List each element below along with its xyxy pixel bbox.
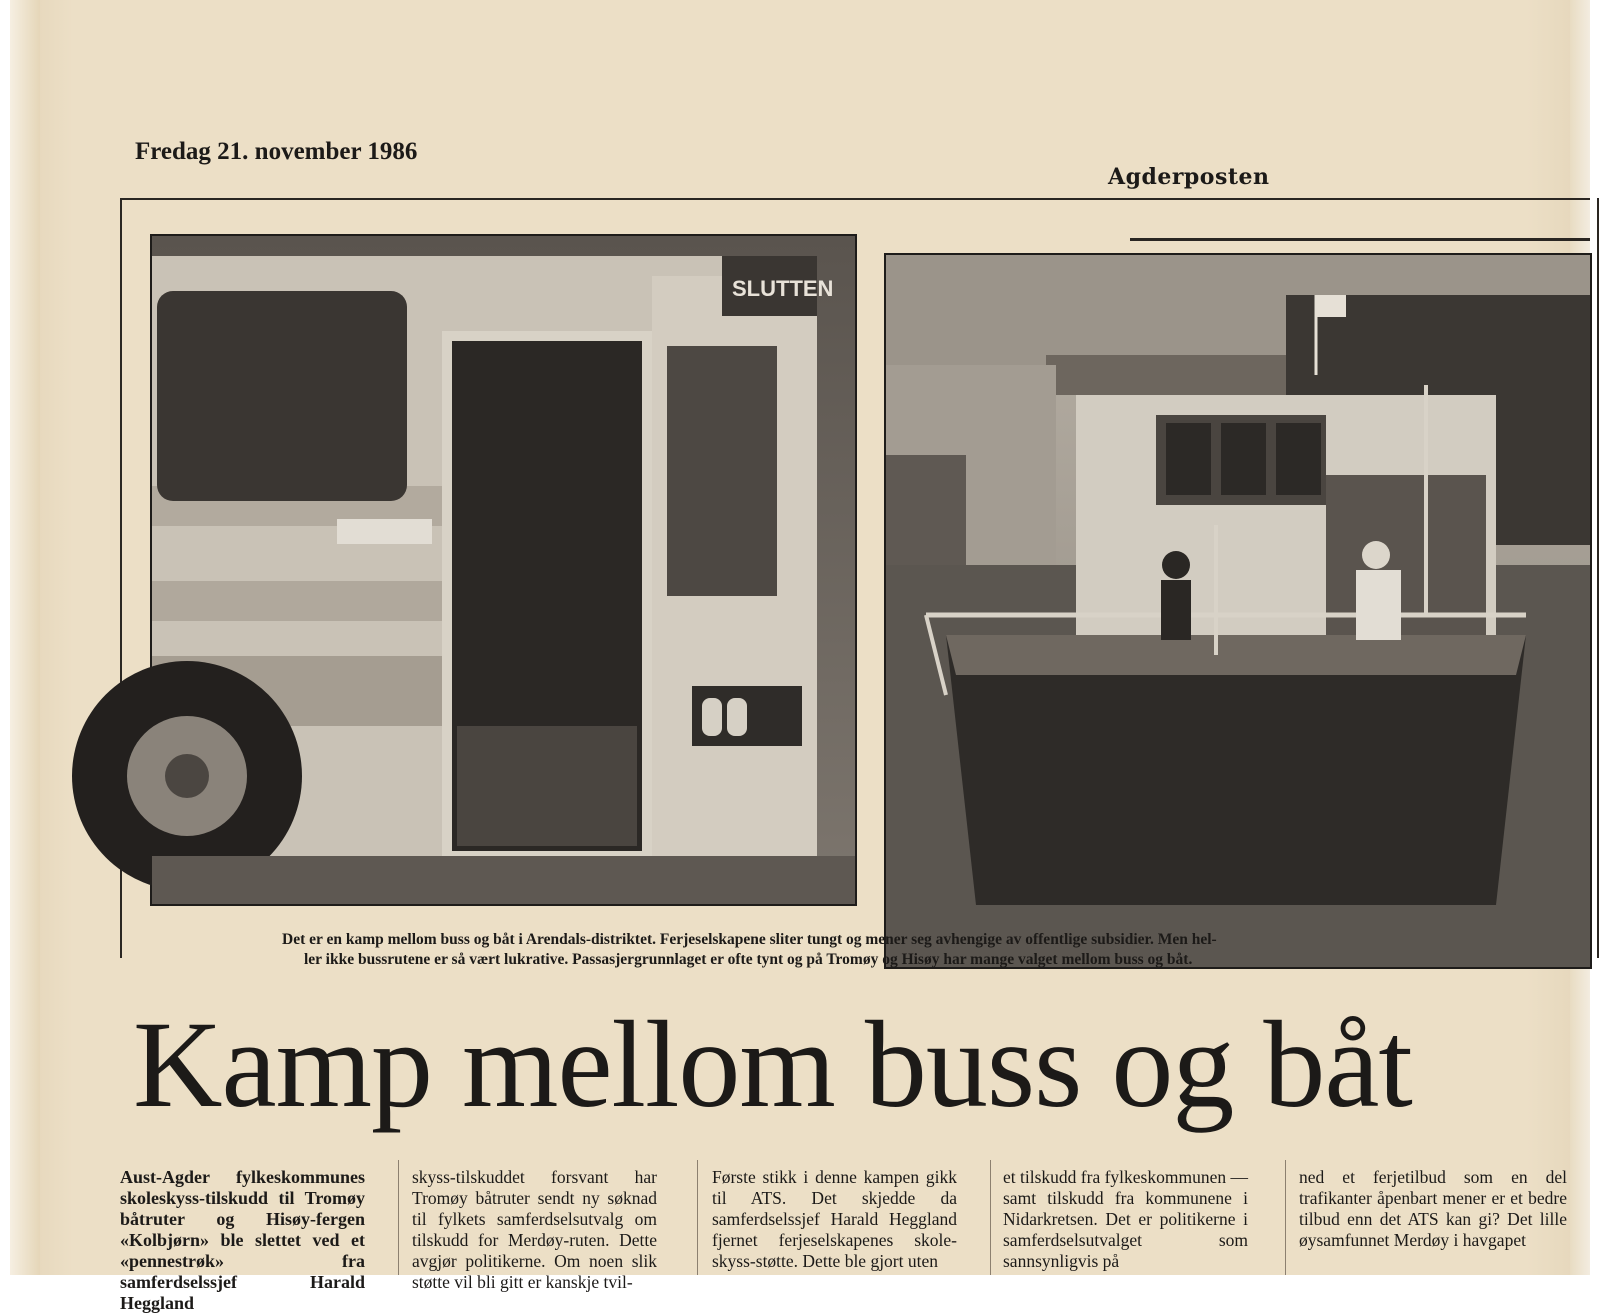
bus-photo (150, 234, 857, 906)
column-divider (697, 1160, 698, 1275)
bus-destination-sign: SLUTTEN (732, 276, 834, 301)
article-column-2: skyss-tilskuddet forsvant har Tromøy båtruter sendt ny søknad til fylkets samferdselsutvalg om tilskudd for Merdøy-ruten. Dette avgjør politikerne. Om noen slik støtte vil bli gitt er kanskje tvil- (412, 1167, 657, 1292)
article-column-4: et tilskudd fra fylkeskommunen — samt tilskudd fra kommunene i Nidarkretsen. Det er politikerne i samferdselsutvalget som sannsynligvis på (1003, 1167, 1248, 1271)
headline: Kamp mellom buss og båt (133, 996, 1412, 1133)
article-column-3: Første stikk i denne kampen gikk til ATS. Det skjedde da samferdselssjef Harald Heggland fjernet ferjeselskapenes skole-skyss-støtte. Dette ble gjort uten (712, 1167, 957, 1271)
caption-line-2: ler ikke bussrutene er så vært lukrative. Passasjergrunnlaget er ofte tynt og på Tromøy og Hisøy har mange valget mellom buss og båt. (304, 951, 1193, 968)
article-column-5: ned et ferjetilbud som en del trafikanter åpenbart mener er et bedre tilbud enn det ATS kan gi? Det lille øysamfunnet Merdøy i havgapet (1299, 1167, 1567, 1250)
newspaper-name: Agderposten (1108, 164, 1270, 190)
date-header: Fredag 21. november 1986 (135, 138, 418, 165)
column-divider (398, 1160, 399, 1275)
bus-illustration (152, 236, 855, 904)
boat-illustration (886, 255, 1590, 967)
column-divider (990, 1160, 991, 1275)
article-column-1: Aust-Agder fylkeskommunes skoleskyss-tilskudd til Tromøy båtruter og Hisøy-fergen «Kolbjørn» ble slettet ved et «pennestrøk» fra samferdselssjef Harald Heggland (120, 1167, 365, 1313)
caption-line-1: Det er en kamp mellom buss og båt i Arendals-distriktet. Ferjeselskapene sliter tungt og mener seg avhengige av offentlige subsidier. Men hel- (282, 931, 1217, 948)
column-divider (1285, 1160, 1286, 1275)
photo-caption (282, 930, 1412, 970)
paper-edge-left (10, 0, 40, 1275)
boat-photo (884, 253, 1592, 969)
